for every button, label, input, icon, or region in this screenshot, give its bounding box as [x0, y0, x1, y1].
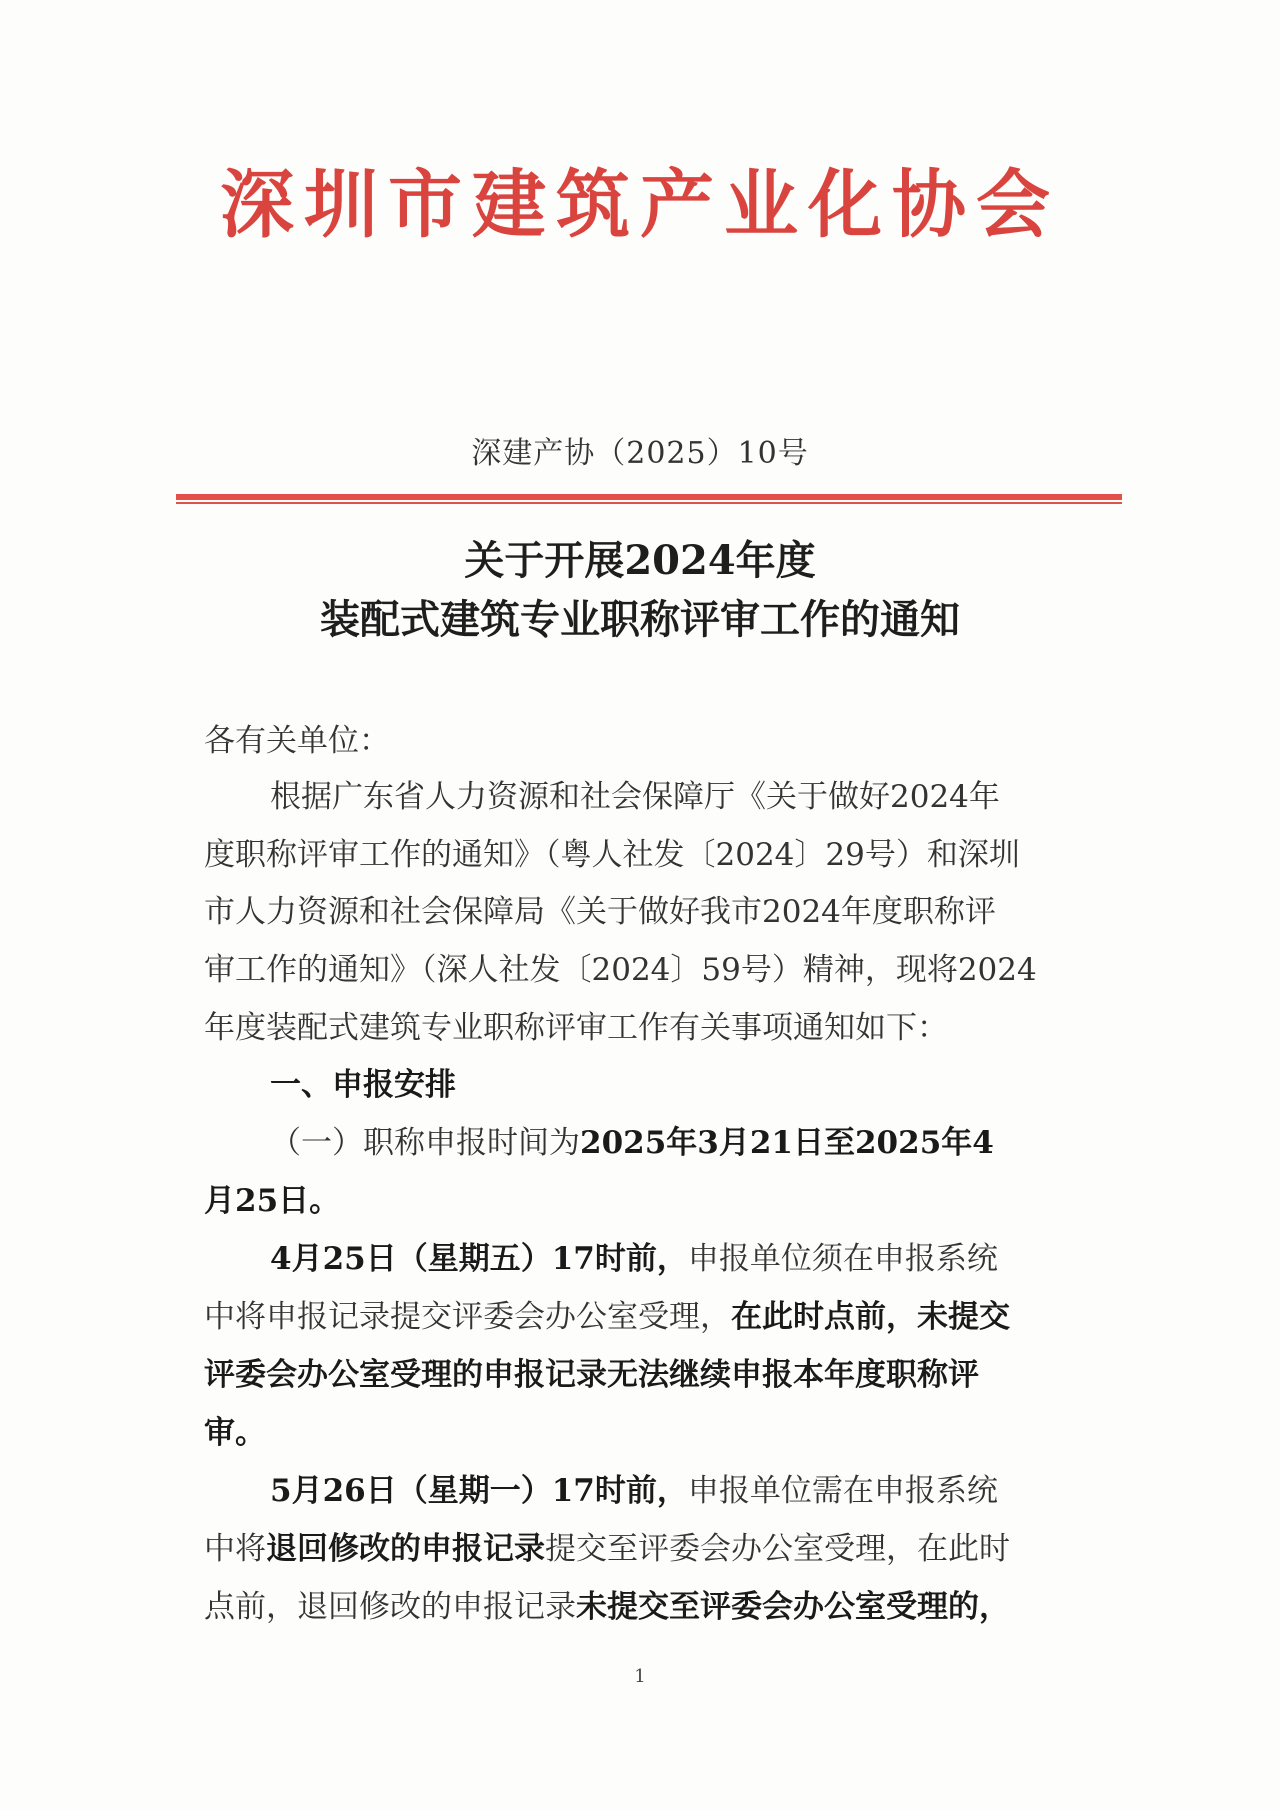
section-heading-1: 一、申报安排	[270, 1067, 456, 1103]
apr-line-4: 审。	[204, 1415, 266, 1451]
salutation: 各有关单位：	[204, 723, 390, 759]
intro-line-4: 审工作的通知》（深人社发〔2024〕59号）精神，现将2024	[204, 952, 1037, 988]
item1-line-2: 月25日。	[204, 1183, 341, 1219]
apr-line-2	[204, 1299, 1088, 1335]
document-title-line-2: 装配式建筑专业职称评审工作的通知	[320, 596, 960, 643]
red-divider-rule	[176, 494, 1122, 500]
intro-line-3: 市人力资源和社会保障局《关于做好我市2024年度职称评	[204, 894, 996, 930]
apr-text-2: 中将申报记录提交评委会办公室受理，	[204, 1299, 731, 1335]
org-letterhead: 深圳市建筑产业化协会	[220, 162, 1060, 248]
may-deadline: 5月26日（星期一）17时前，	[270, 1473, 688, 1509]
apr-deadline: 4月25日（星期五）17时前，	[270, 1241, 688, 1277]
intro-line-1: 根据广东省人力资源和社会保障厅《关于做好2024年	[270, 779, 1000, 815]
may-warning: 未提交至评委会办公室受理的，	[576, 1589, 1010, 1625]
apr-warning-1: 在此时点前，未提交	[731, 1299, 1010, 1335]
may-text-2a: 中将	[204, 1531, 266, 1567]
apr-line-3: 评委会办公室受理的申报记录无法继续申报本年度职称评	[204, 1357, 979, 1393]
may-returned-records: 退回修改的申报记录	[266, 1531, 545, 1567]
may-text-1: 申报单位需在申报系统	[687, 1473, 998, 1509]
apr-line-1	[204, 1241, 1154, 1277]
may-text-3: 点前，退回修改的申报记录	[204, 1589, 576, 1625]
intro-line-5: 年度装配式建筑专业职称评审工作有关事项通知如下：	[204, 1010, 948, 1046]
apr-text-1: 申报单位须在申报系统	[687, 1241, 998, 1277]
may-line-3	[204, 1589, 1088, 1625]
item1-date-range: 2025年3月21日至2025年4	[580, 1125, 994, 1161]
may-line-2	[204, 1531, 1088, 1567]
may-line-1	[204, 1473, 1154, 1509]
document-title-line-1: 关于开展2024年度	[464, 537, 816, 584]
item1-line-1	[204, 1125, 1154, 1161]
may-text-2b: 提交至评委会办公室受理，在此时	[545, 1531, 1010, 1567]
document-number: 深建产协（2025）10号	[471, 436, 809, 471]
item1-prefix: （一）职称申报时间为	[270, 1125, 580, 1161]
page-number: 1	[634, 1666, 646, 1687]
intro-line-2: 度职称评审工作的通知》（粤人社发〔2024〕29号）和深圳	[204, 837, 1020, 873]
